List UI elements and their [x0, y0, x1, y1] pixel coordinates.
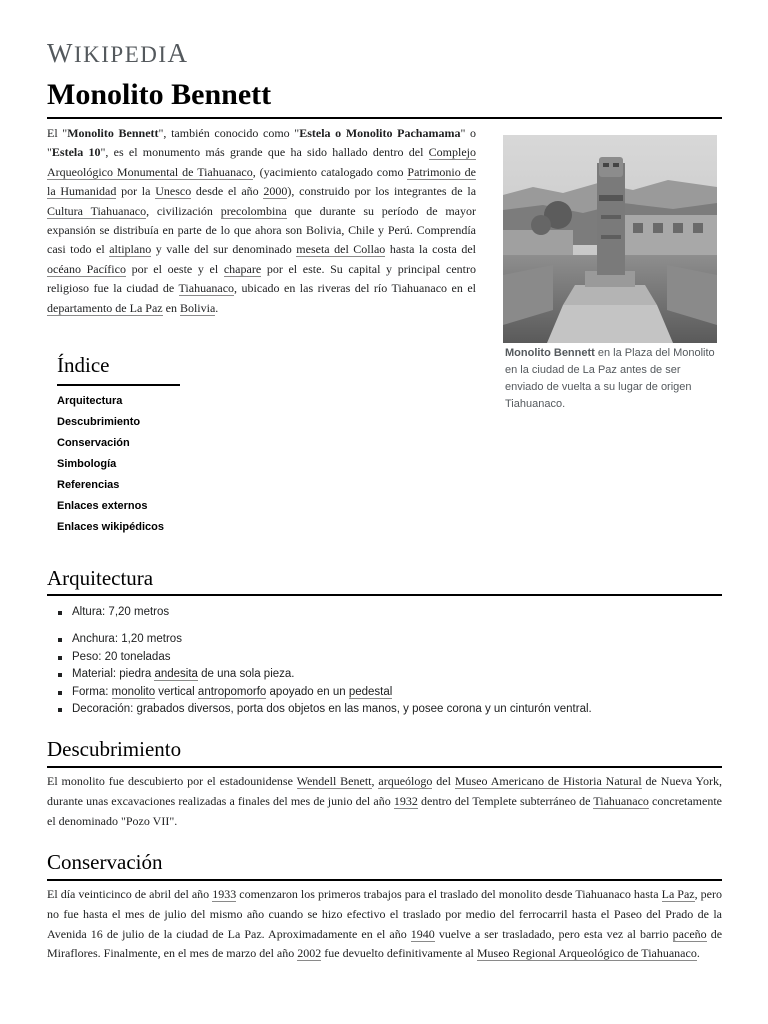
monolith-photo-image	[503, 135, 717, 343]
conservacion-paragraph: El día veinticinco de abril del año 1933 comenzaron los primeros trabajos para el traslado del monolito desde Tiahuanaco hasta La Paz, pero no fue hasta el mes de julio del mismo año cuando se hizo efectivo el traslado por medio del ferrocarril hasta el Paseo del Prado de la Avenida 16 de julio de la ciudad de La Paz. Aproximadamente en el año 1940 vuelve a ser trasladado, pero esta vez al barrio paceño de Miraflores. Finalmente, en el mes de marzo del año 2002 fue devuelto definitivamente al Museo Regional Arqueológico de Tiahuanaco.	[47, 887, 723, 961]
spec-list	[58, 604, 169, 622]
list-item: Altura: 7,20 metros	[58, 604, 169, 622]
toc-item-enlaces-externos[interactable]: Enlaces externos	[57, 500, 148, 512]
logo-part: A	[167, 38, 189, 68]
section-title-descubrimiento: Descubrimiento	[47, 737, 182, 761]
link-unesco[interactable]: Unesco	[155, 184, 192, 199]
wikipedia-logo[interactable]	[47, 38, 189, 69]
monolith-photo[interactable]	[503, 135, 717, 343]
link-oceano-pacifico[interactable]: océano Pacífico	[47, 261, 126, 276]
link-andesita[interactable]: andesita	[154, 668, 198, 681]
link-tiahuanaco-2[interactable]: Tiahuanaco	[593, 793, 649, 808]
link-paceno[interactable]: paceño	[672, 926, 707, 941]
list-item: Anchura: 1,20 metros	[58, 631, 592, 649]
photo-caption: Monolito Bennett en la Plaza del Monolito en la ciudad de La Paz antes de ser enviado de vuelta a su lugar de origen Tiahuanaco.	[505, 347, 715, 410]
list-item: Decoración: grabados diversos, porta dos objetos en las manos, y posee corona y un cinturón ventral.	[58, 701, 592, 719]
link-departamento-la-paz[interactable]: departamento de La Paz	[47, 300, 163, 315]
link-bolivia[interactable]: Bolivia	[179, 300, 216, 315]
section-divider	[47, 594, 722, 596]
section-divider	[47, 879, 722, 881]
link-tiahuanaco[interactable]: Tiahuanaco	[178, 281, 235, 296]
logo-part: W	[47, 38, 74, 68]
link-1932[interactable]: 1932	[393, 793, 418, 808]
link-altiplano[interactable]: altiplano	[109, 242, 152, 257]
link-precolombina[interactable]: precolombina	[220, 203, 287, 218]
link-antropomorfo[interactable]: antropomorfo	[197, 685, 267, 698]
link-chapare[interactable]: chapare	[223, 261, 262, 276]
descubrimiento-paragraph: El monolito fue descubierto por el estadounidense Wendell Benett, arqueólogo del Museo Americano de Historia Natural de Nueva York, durante unas excavaciones realizadas a finales del mes de junio del año 1932 dentro del Templete subterráneo de Tiahuanaco concretamente el denominado "Pozo VII".	[47, 774, 723, 828]
toc-item-simbologia[interactable]: Simbología	[57, 458, 117, 470]
link-pedestal[interactable]: pedestal	[348, 685, 393, 698]
table-of-contents	[57, 353, 180, 539]
list-item: Forma: monolito vertical antropomorfo apoyado en un pedestal	[58, 684, 592, 702]
toc-item-referencias[interactable]: Referencias	[57, 479, 120, 491]
link-1940[interactable]: 1940	[410, 926, 435, 941]
link-2002[interactable]: 2002	[297, 946, 322, 961]
logo-part: IKIPEDI	[73, 42, 168, 67]
toc-item-enlaces-wikipedicos[interactable]: Enlaces wikipédicos	[57, 521, 164, 533]
link-1933[interactable]: 1933	[212, 887, 237, 901]
link-meseta-collao[interactable]: meseta del Collao	[296, 242, 386, 257]
section-title-arquitectura: Arquitectura	[47, 566, 154, 590]
link-complejo[interactable]: Complejo Arqueológico Monumental de Tiahuanaco	[47, 145, 476, 179]
toc-item-arquitectura[interactable]: Arquitectura	[57, 395, 123, 407]
link-museo-regional[interactable]: Museo Regional Arqueológico de Tiahuanaco	[476, 946, 697, 961]
link-monolito[interactable]: monolito	[111, 685, 156, 698]
section-divider	[47, 766, 722, 768]
toc-item-conservacion[interactable]: Conservación	[57, 437, 130, 449]
toc-item-descubrimiento[interactable]: Descubrimiento	[57, 416, 141, 428]
section-title-conservacion: Conservación	[47, 850, 163, 874]
lead-paragraph: El "Monolito Bennett", también conocido como "Estela o Monolito Pachamama" o "Estela 10", es el monumento más grande que ha sido hallado dentro del Complejo Arqueológico Monumental de Tiahuanaco, (yacimiento catalogado como Patrimonio de la Humanidad por la Unesco desde el año 2000), construido por los integrantes de la Cultura Tiahuanaco, civilización precolombina que durante su período de mayor expansión se distribuía en parte de lo que ahora son Bolivia, Chile y Perú. Comprendía casi todo el altiplano y valle del sur denominado meseta del Collao hasta la costa del océano Pacífico por el oeste y el chapare por el este. Su capital y principal centro religioso fue la ciudad de Tiahuanaco, ubicado en las riveras del río Tiahuanaco en el departamento de La Paz en Bolivia.	[47, 126, 477, 315]
page-title: Monolito Bennett	[47, 78, 272, 111]
link-2000[interactable]: 2000	[263, 184, 288, 199]
list-item: Peso: 20 toneladas	[58, 649, 592, 667]
spec-list-cont	[58, 631, 592, 719]
link-arqueologo[interactable]: arqueólogo	[378, 774, 433, 788]
list-item: Material: piedra andesita de una sola pieza.	[58, 666, 592, 684]
link-cultura-tiahuanaco[interactable]: Cultura Tiahuanaco	[47, 203, 147, 218]
title-divider	[47, 117, 722, 119]
link-wendell-benett[interactable]: Wendell Benett	[296, 774, 372, 788]
link-la-paz[interactable]: La Paz	[661, 887, 695, 901]
toc-title: Índice	[57, 353, 180, 386]
link-museo-americano[interactable]: Museo Americano de Historia Natural	[454, 774, 642, 788]
link-patrimonio[interactable]: Patrimonio de la Humanidad	[47, 164, 476, 199]
